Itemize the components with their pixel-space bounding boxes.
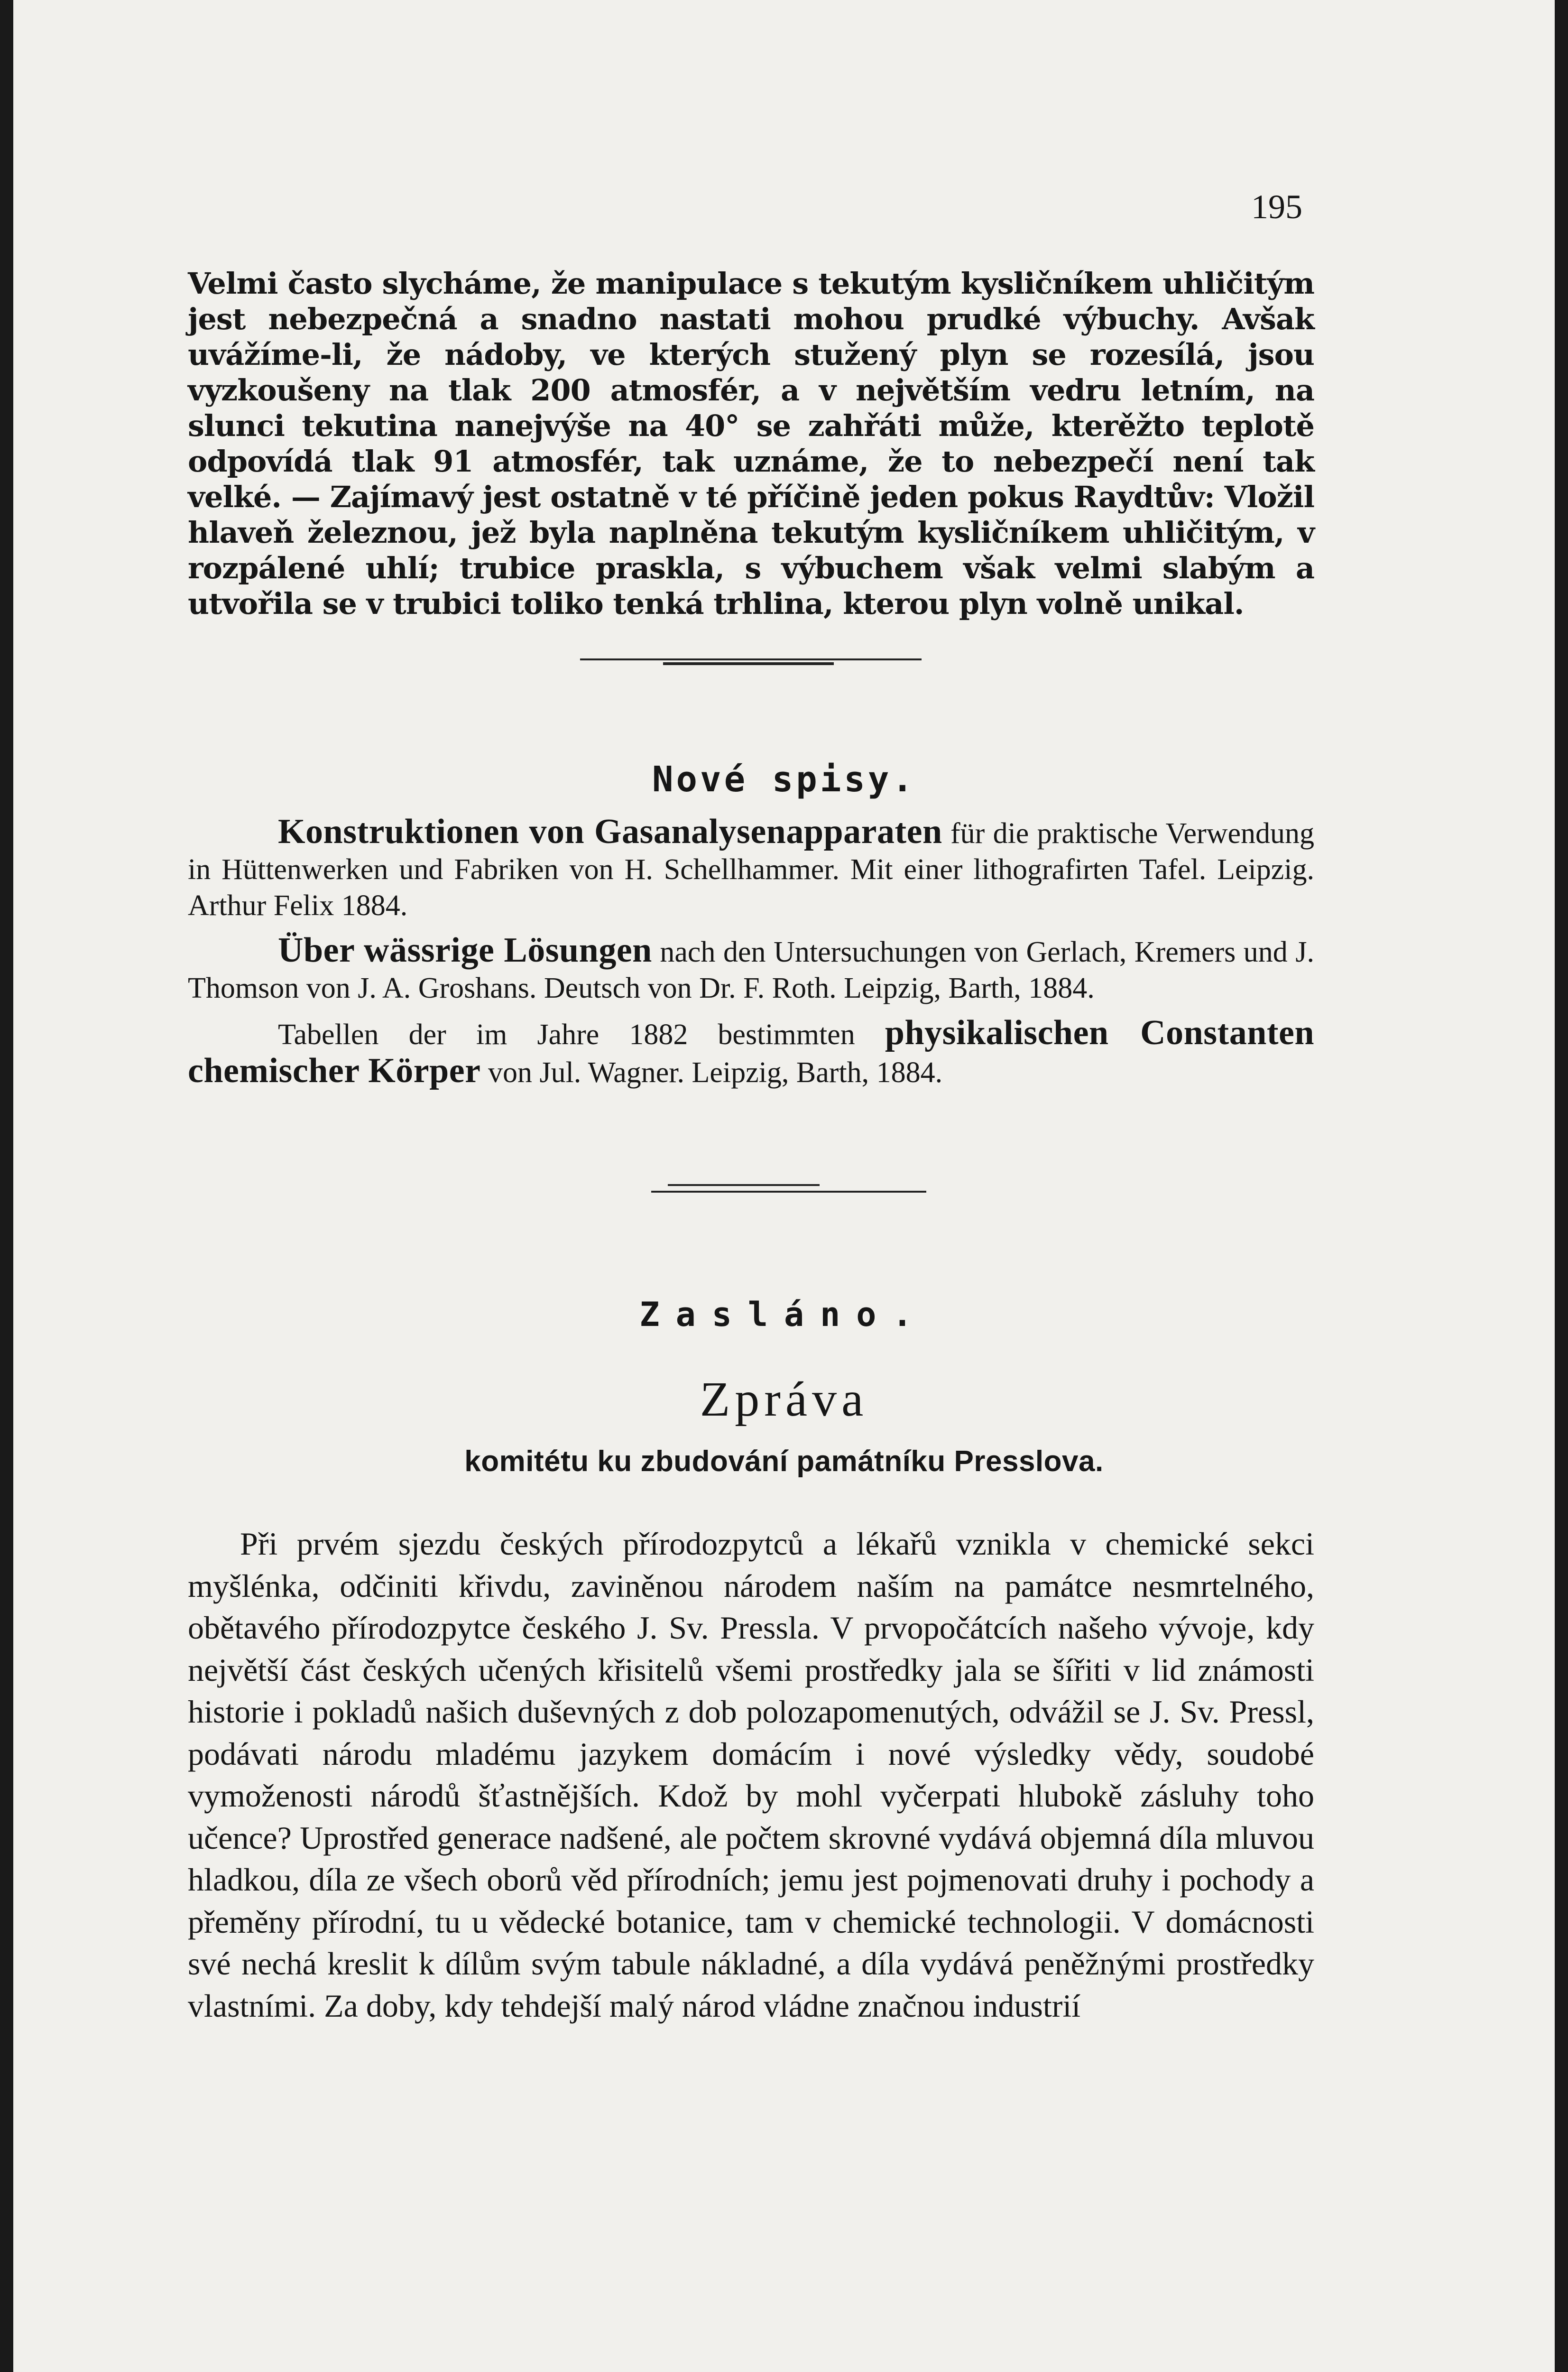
- ornamental-rule: [580, 658, 922, 660]
- reference-details: von Jul. Wagner. Leipzig, Barth, 1884.: [480, 1056, 943, 1089]
- report-title: Zpráva: [700, 1372, 868, 1427]
- reference-details: nach den Untersuchungen von Gerlach, Kremers und J. Thomson von J. A. Groshans. Deutsch von Dr. F. Roth. Leipzig, Barth, 1884.: [188, 936, 1314, 1004]
- intro-paragraph: [188, 266, 1314, 621]
- references-list: [188, 814, 1314, 1099]
- page-number: 195: [1251, 188, 1302, 226]
- report-paragraph: Při prvém sjezdu českých přírodozpytců a lékařů vznikla v chemické sekci myšlénka, odčiniti křivdu, zaviněnou národem naším na památce nesmrtelného, obětavého přírodozpytce českého J. Sv. Pressla. V prvopočátcích našeho vývoje, kdy největší část českých učených křisitelů všemi prostředky jala se šířiti v lid známosti historie i pokladů našich duševných z dob polozapomenutých, odvážil se J. Sv. Pressl, podávati národu mladému jazykem domácím i nové výsledky vědy, soudobé vymoženosti národů šťastnějších. Kdož by mohl vyčerpati hlubokě zásluhy toho učence? Uprostřed generace nadšené, ale počtem skrovné vydává objemná díla mluvou hladkou, díla ze všech oborů věd přírodních; jemu jest pojmenovati druhy i pochody a přeměny přírodní, tu u vědecké botanice, tam v chemické technologii. V domácnosti své nechá kreslit k dílům svým tabule nákladné, a díla vydává peněžnými prostředky vlastními. Za doby, kdy tehdejší malý národ vládne značnou industrií: [188, 1526, 1314, 2024]
- reference-details: für die praktische Verwendung in Hüttenwerken und Fabriken von H. Schellhammer. Mit einer lithografirten Tafel. Leipzig. Arthur Felix 1884.: [188, 817, 1314, 922]
- intro-text: Velmi často slycháme, že manipulace s tekutým kysličníkem uhličitým jest nebezpečná a snadno nastati mohou prudké výbuchy. Avšak uvážíme-li, že nádoby, ve kterých stužený plyn se rozesílá, jsou vyzkoušeny na tlak 200 atmosfér, a v největším vedru letním, na slunci tekutina nanejvýše na 40° se zahřáti může, kterěžto teplotě odpovídá tlak 91 atmosfér, tak uznáme, že to nebezpečí není tak velké. — Zajímavý jest ostatně v té příčině jeden pokus Raydtův: Vložil hlaveň železnou, jež byla naplněna tekutým kysličníkem uhličitým, v rozpálené uhlí; trubice praskla, s výbuchem však velmi slabým a utvořila se v trubici toliko tenká trhlina, kterou plyn volně unikal.: [188, 266, 1314, 621]
- section-heading-new-books: Nové spisy.: [652, 759, 916, 800]
- reference-item: [188, 814, 1314, 924]
- ornamental-rule-center: [668, 1184, 820, 1186]
- section-heading-sent: Zasláno.: [639, 1295, 929, 1334]
- reference-item: [188, 932, 1314, 1006]
- reference-item: [188, 1015, 1314, 1091]
- reference-prefix: Tabellen der im Jahre 1882 bestimmten: [278, 1019, 885, 1051]
- book-page: [13, 0, 1555, 2372]
- report-body: [188, 1523, 1314, 2027]
- reference-title: physikalischen Constanten chemischer Körper: [188, 1013, 1314, 1090]
- ornamental-rule-center: [663, 662, 834, 665]
- reference-title: Über wässrige Lösungen: [278, 931, 652, 970]
- reference-title: Konstruktionen von Gasanalysenapparaten: [278, 812, 942, 851]
- ornamental-rule: [651, 1191, 926, 1193]
- report-subtitle: komitétu ku zbudování památníku Presslova.: [464, 1445, 1104, 1478]
